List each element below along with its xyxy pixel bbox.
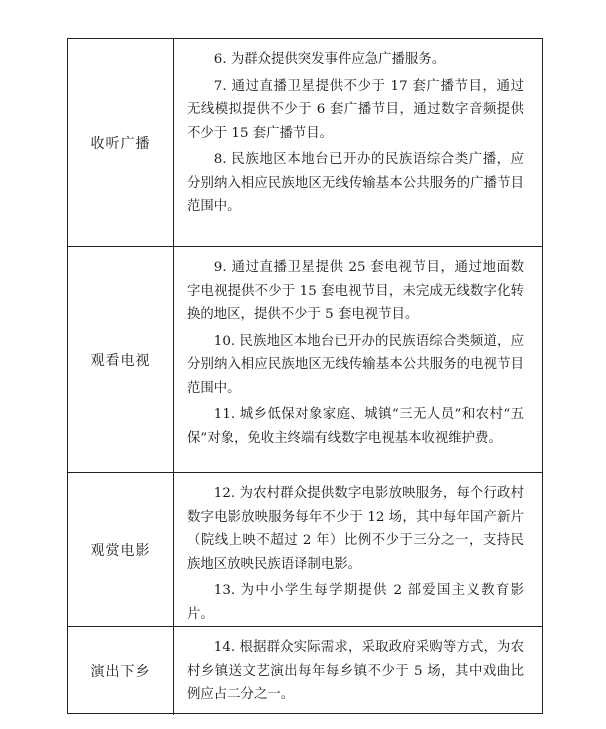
item-6: 6. 为群众提供突发事件应急广播服务。 [213,52,446,67]
table-row-radio [68,39,542,246]
table-row-film [68,472,542,626]
item-10: 10. 民族地区本地台已开办的民族语综合类频道，应分别纳入相应民族地区无线传输基本公共服务的电视节目范围中。 [187,333,524,396]
item-12: 12. 为农村群众提供数字电影放映服务，每个行政村数字电影放映服务每年不少于 12 场，其中每年国产新片（院线上映不超过 2 年）比例不少于三分之一，支持民族地区放映民族语译制电影。 [187,486,524,572]
row-label-radio: 收听广播 [68,39,174,246]
item-8: 8. 民族地区本地台已开办的民族语综合类广播，应分别纳入相应民族地区无线传输基本公共服务的广播节目范围中。 [187,152,524,214]
row-label-tv: 观看电视 [68,247,174,472]
row-label-film: 观赏电影 [68,473,174,626]
table-row-tv [68,246,542,472]
row-content-radio [173,39,542,246]
services-table [67,38,543,714]
item-11: 11. 城乡低保对象家庭、城镇“三无人员”和农村“五保”对象，免收主终端有线数字电视基本收视维护费。 [187,407,524,446]
table-row-performance [68,626,542,715]
item-7: 7. 通过直播卫星提供不少于 17 套广播节目，通过无线模拟提供不少于 6 套广播节目，通过数字音频提供不少于 15 套广播节目。 [187,78,524,141]
row-label-performance: 演出下乡 [68,627,174,715]
item-13: 13. 为中小学生每学期提供 2 部爱国主义教育影片。 [187,583,524,622]
row-content-film [173,473,542,626]
row-content-tv [173,247,542,472]
item-9: 9. 通过直播卫星提供 25 套电视节目，通过地面数字电视提供不少于 15 套电视节目，未完成无线数字化转换的地区，提供不少于 5 套电视节目。 [187,260,524,322]
row-content-performance [173,627,542,715]
item-14: 14. 根据群众实际需求，采取政府采购等方式，为农村乡镇送文艺演出每年每乡镇不少于 5 场，其中戏曲比例应占二分之一。 [187,640,524,702]
